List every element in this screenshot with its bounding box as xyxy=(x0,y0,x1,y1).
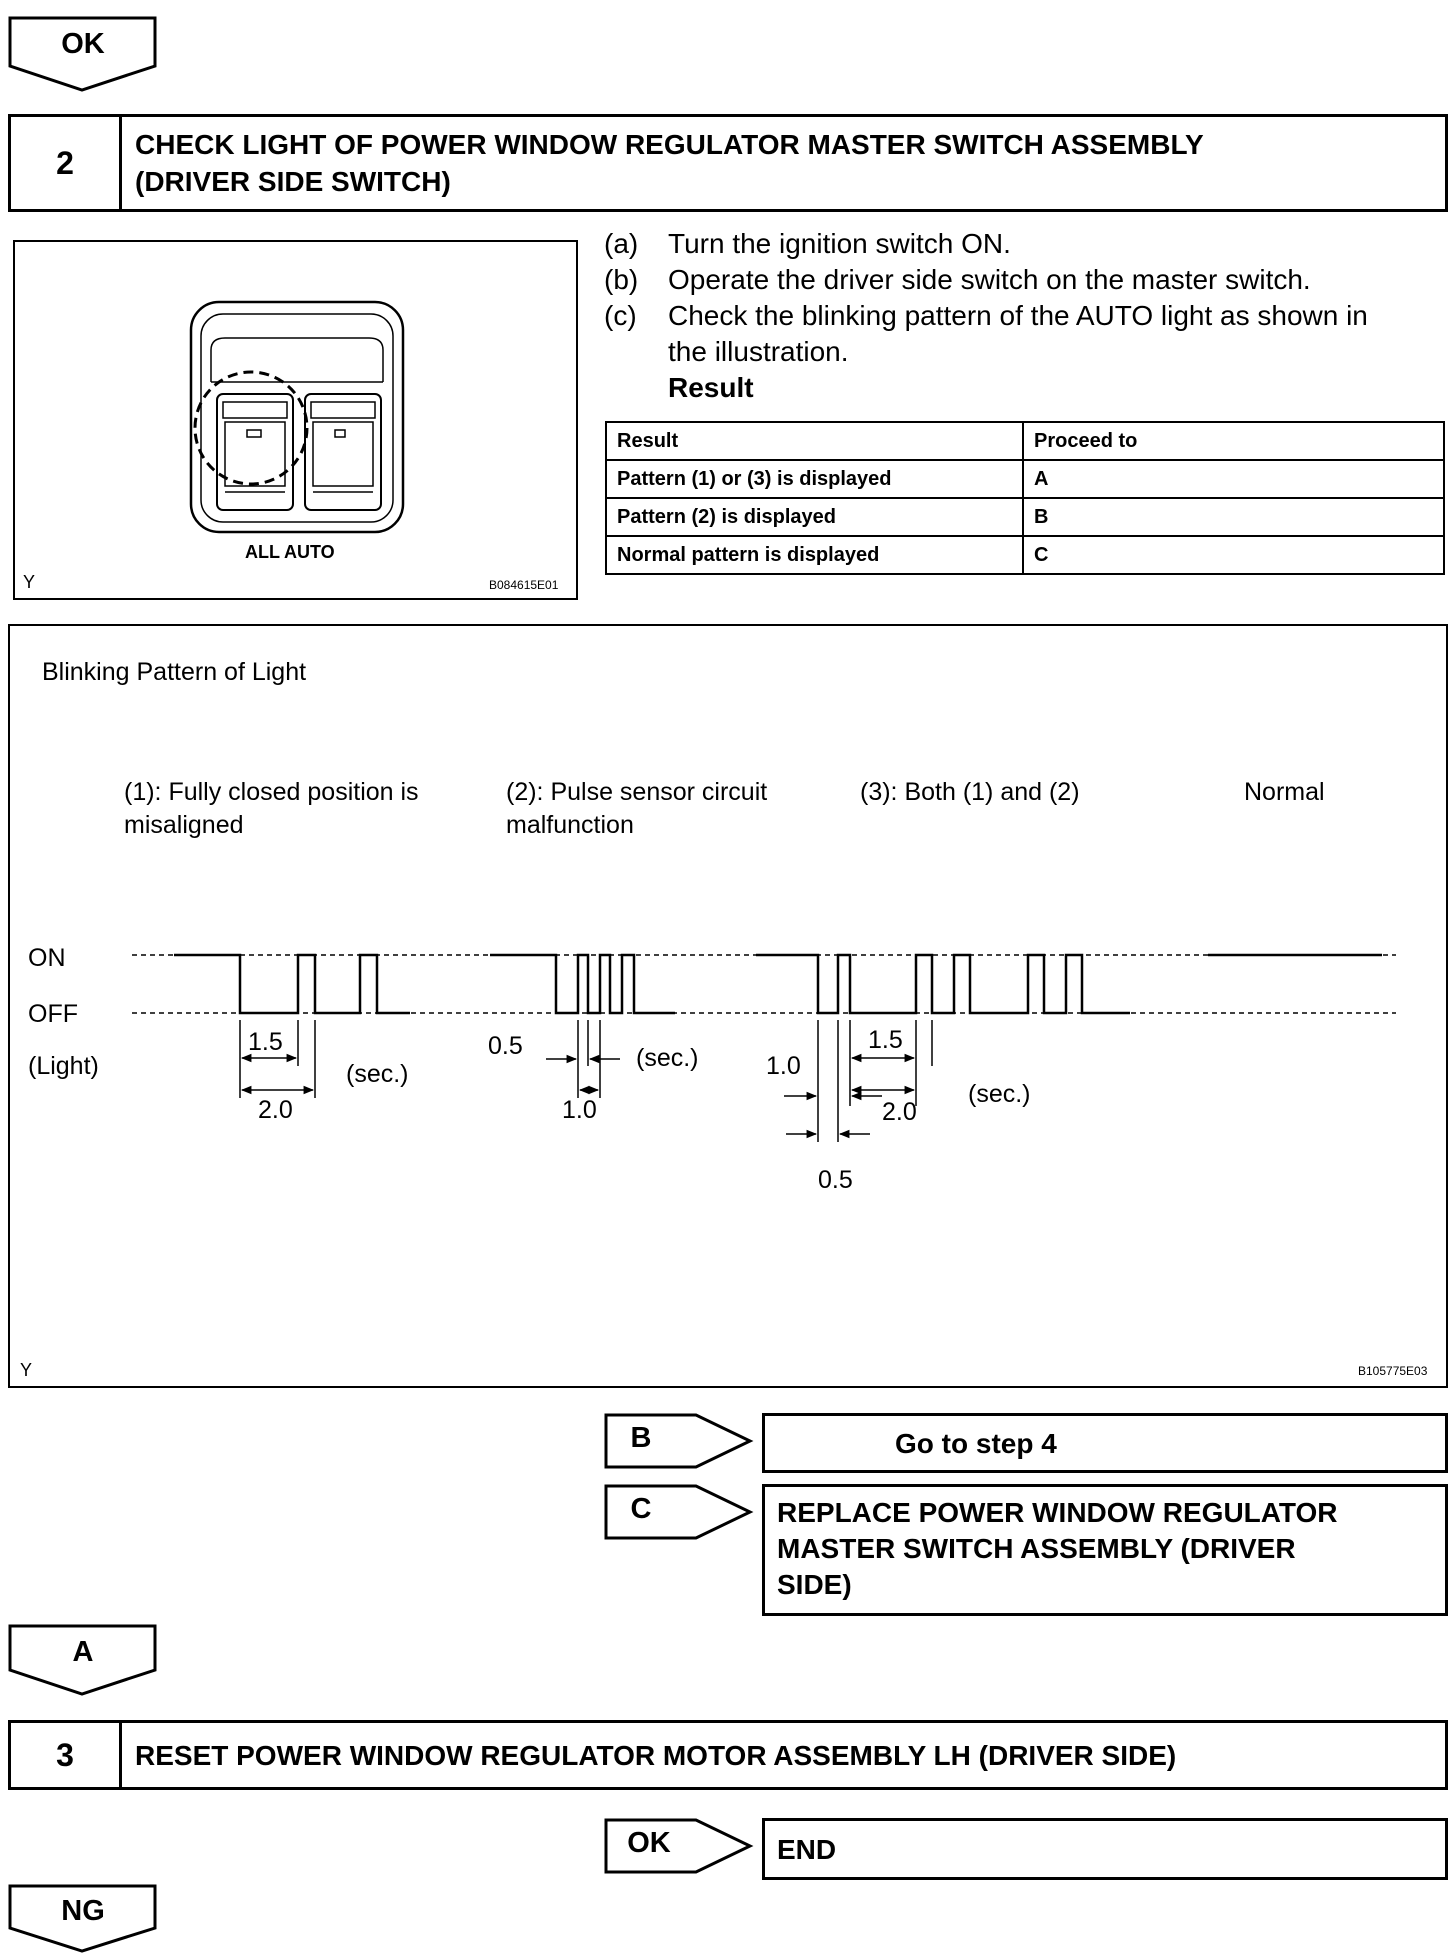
go-to-step-4-box xyxy=(762,1413,1448,1473)
b-label: B xyxy=(630,1422,652,1454)
table-cell: A xyxy=(1023,460,1444,498)
p1-dim-a: 1.5 xyxy=(248,1028,283,1056)
pattern-2-label-line1: (2): Pulse sensor circuit xyxy=(506,778,768,806)
p2-unit: (sec.) xyxy=(636,1044,699,1072)
p3-dim-c: 2.0 xyxy=(882,1098,917,1126)
pattern-2-label-line2: malfunction xyxy=(506,811,634,839)
table-cell: Normal pattern is displayed xyxy=(606,536,1023,574)
instruction-c-marker: (c) xyxy=(604,300,637,331)
table-row xyxy=(606,498,1444,536)
table-cell: B xyxy=(1023,498,1444,536)
c-label: C xyxy=(630,1493,652,1525)
table-header: Result xyxy=(606,422,1023,460)
step-number: 3 xyxy=(11,1723,122,1787)
table-row xyxy=(606,536,1444,574)
step-title-line2: (DRIVER SIDE SWITCH) xyxy=(135,166,451,197)
end-box xyxy=(762,1818,1448,1880)
p2-dim-a: 0.5 xyxy=(488,1032,523,1060)
instruction-b-text: Operate the driver side switch on the master switch. xyxy=(668,264,1311,295)
replace-switch-line2: MASTER SWITCH ASSEMBLY (DRIVER xyxy=(777,1533,1296,1564)
figure1-corner-mark: Y xyxy=(23,572,36,592)
blink-waveforms xyxy=(10,626,1450,1390)
p1-unit: (sec.) xyxy=(346,1060,409,1088)
a-label: A xyxy=(72,1636,94,1668)
pattern-1-label-line1: (1): Fully closed position is xyxy=(124,778,419,806)
step-number: 2 xyxy=(11,117,122,209)
end-text: END xyxy=(777,1834,837,1865)
table-cell: Pattern (1) or (3) is displayed xyxy=(606,460,1023,498)
ok-end-label: OK xyxy=(627,1827,671,1859)
instruction-a-marker: (a) xyxy=(604,228,639,259)
pattern-1-label-line2: misaligned xyxy=(124,811,244,839)
pattern-3-label: (3): Both (1) and (2) xyxy=(860,778,1080,806)
instruction-b-marker: (b) xyxy=(604,264,639,295)
ok-label: OK xyxy=(61,28,105,60)
instruction-a-text: Turn the ignition switch ON. xyxy=(668,228,1011,259)
p3-dim-d: 0.5 xyxy=(818,1166,853,1194)
step-title-line1: CHECK LIGHT OF POWER WINDOW REGULATOR MASTER SWITCH ASSEMBLY xyxy=(135,129,1204,160)
p1-dim-b: 2.0 xyxy=(258,1096,293,1124)
figure1-code: B084615E01 xyxy=(489,578,559,592)
result-table xyxy=(605,421,1445,575)
normal-label: Normal xyxy=(1244,778,1325,806)
p3-dim-a: 1.0 xyxy=(766,1052,801,1080)
pattern-3-waveform xyxy=(756,955,1130,1013)
p3-unit: (sec.) xyxy=(968,1080,1031,1108)
pattern-1-waveform xyxy=(174,955,410,1013)
step-title: RESET POWER WINDOW REGULATOR MOTOR ASSEMBLY LH (DRIVER SIDE) xyxy=(135,1740,1177,1771)
ng-label: NG xyxy=(61,1895,105,1927)
table-cell: Pattern (2) is displayed xyxy=(606,498,1023,536)
replace-switch-line1: REPLACE POWER WINDOW REGULATOR xyxy=(777,1497,1338,1528)
table-header-row xyxy=(606,422,1444,460)
figure2-corner-mark: Y xyxy=(20,1360,33,1380)
table-cell: C xyxy=(1023,536,1444,574)
switch-caption: ALL AUTO xyxy=(245,542,335,562)
instruction-c-text-cont: the illustration. xyxy=(668,336,849,367)
instruction-c-text: Check the blinking pattern of the AUTO light as shown in xyxy=(668,300,1368,331)
replace-switch-line3: SIDE) xyxy=(777,1569,852,1600)
step-3-header xyxy=(8,1720,1448,1790)
table-header: Proceed to xyxy=(1023,422,1444,460)
p2-dim-b: 1.0 xyxy=(562,1096,597,1124)
figure2-title: Blinking Pattern of Light xyxy=(42,658,307,686)
replace-switch-box xyxy=(762,1484,1448,1616)
result-heading: Result xyxy=(668,372,754,403)
pattern-2-waveform xyxy=(490,955,675,1013)
switch-illustration xyxy=(13,240,578,600)
table-row xyxy=(606,460,1444,498)
step-2-header xyxy=(8,114,1448,212)
light-label: (Light) xyxy=(28,1052,99,1080)
p3-dim-b: 1.5 xyxy=(868,1026,903,1054)
go-to-step-4-text: Go to step 4 xyxy=(895,1428,1057,1459)
blinking-pattern-figure xyxy=(8,624,1448,1388)
figure2-code: B105775E03 xyxy=(1358,1364,1428,1378)
off-label: OFF xyxy=(28,1000,78,1028)
on-label: ON xyxy=(28,944,66,972)
